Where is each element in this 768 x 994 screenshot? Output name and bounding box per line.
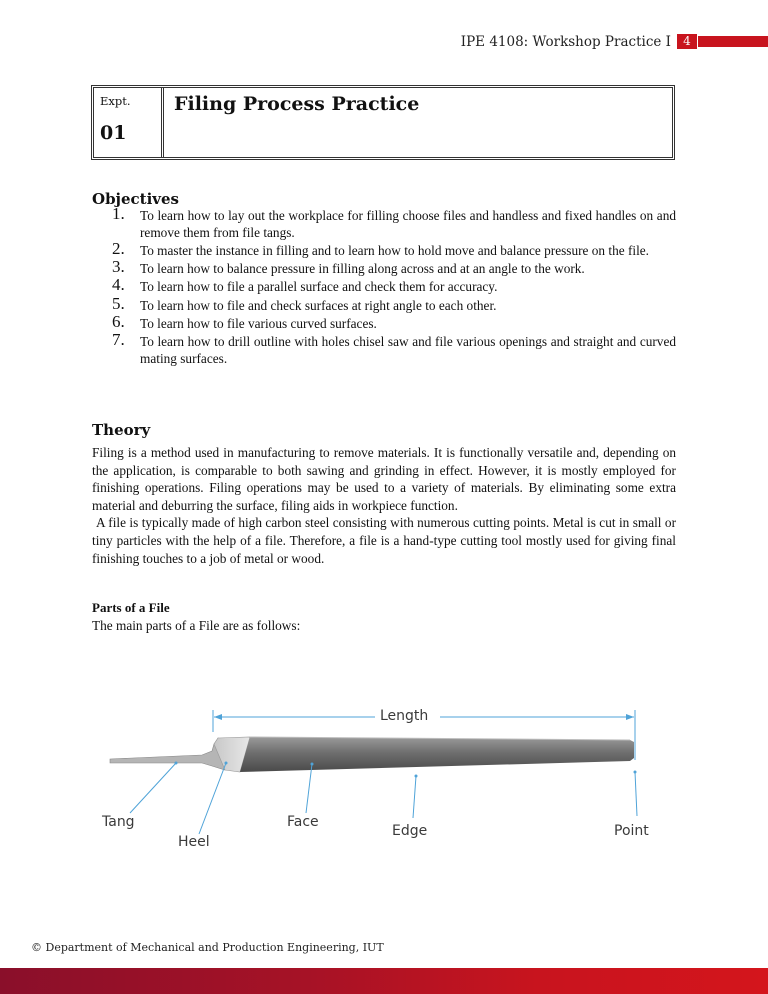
theory-paragraph: A file is typically made of high carbon steel consisting with numerous cutting points. Metal is cut in small or tiny particles with the help of a file. Therefore, a file is a hand-type cutting tool mostly used for giving final finishing touches to a job of metal or wood.	[92, 515, 676, 566]
heel-label: Heel	[178, 834, 210, 850]
objective-item: 5. To learn how to file and check surfaces at right angle to each other.	[112, 293, 497, 313]
objective-item: 3. To learn how to balance pressure in filling along across and at an angle to the work.	[112, 257, 585, 277]
experiment-label: Expt.	[100, 94, 131, 108]
page-number: 4	[677, 34, 697, 49]
file-parts-figure	[90, 700, 670, 860]
experiment-number-cell	[94, 88, 164, 157]
objective-item: 1. To learn how to lay out the workplace for filling choose files and handless and fixed handles on and remove them from file tangs.	[112, 204, 676, 240]
experiment-number: 01	[100, 122, 127, 144]
objective-item: 7. To learn how to drill outline with holes chisel saw and file various openings and straight and curved mating surfaces.	[112, 329, 676, 366]
header-accent-bar	[698, 36, 768, 47]
flat-file-illustration-icon	[90, 700, 670, 860]
tang-label: Tang	[102, 814, 135, 830]
objectives-heading: Objectives	[92, 190, 179, 208]
edge-label: Edge	[392, 823, 428, 839]
parts-intro: The main parts of a File are as follows:	[92, 618, 301, 633]
experiment-title-box	[91, 85, 675, 160]
objective-item: 6. To learn how to file various curved surfaces.	[112, 311, 377, 331]
objectives-list	[92, 204, 676, 369]
objective-item: 4. To learn how to file a parallel surface and check them for accuracy.	[112, 275, 498, 295]
footer-accent-bar	[0, 968, 768, 994]
theory-paragraph: Filing is a method used in manufacturing to remove materials. It is functionally versatile and, depending on the application, is comparable to both sawing and grinding in effect. However, it is mostly employed for finishing operations. Filing operations may be used to a variety of materials. By eliminating some extra material and deburring the surface, filing aids in workpiece function.	[92, 445, 676, 513]
header-course-title: IPE 4108: Workshop Practice I	[460, 34, 671, 50]
theory-heading: Theory	[92, 421, 151, 439]
objective-item: 2. To master the instance in filling and to learn how to hold move and balance pressure on the file.	[112, 238, 650, 258]
footer-copyright: © Department of Mechanical and Production Engineering, IUT	[31, 941, 384, 954]
parts-heading: Parts of a File	[92, 600, 170, 615]
length-label: Length	[380, 708, 429, 724]
face-label: Face	[287, 814, 319, 830]
experiment-title: Filing Process Practice	[174, 93, 420, 115]
theory-body	[92, 444, 676, 567]
point-label: Point	[614, 823, 649, 839]
